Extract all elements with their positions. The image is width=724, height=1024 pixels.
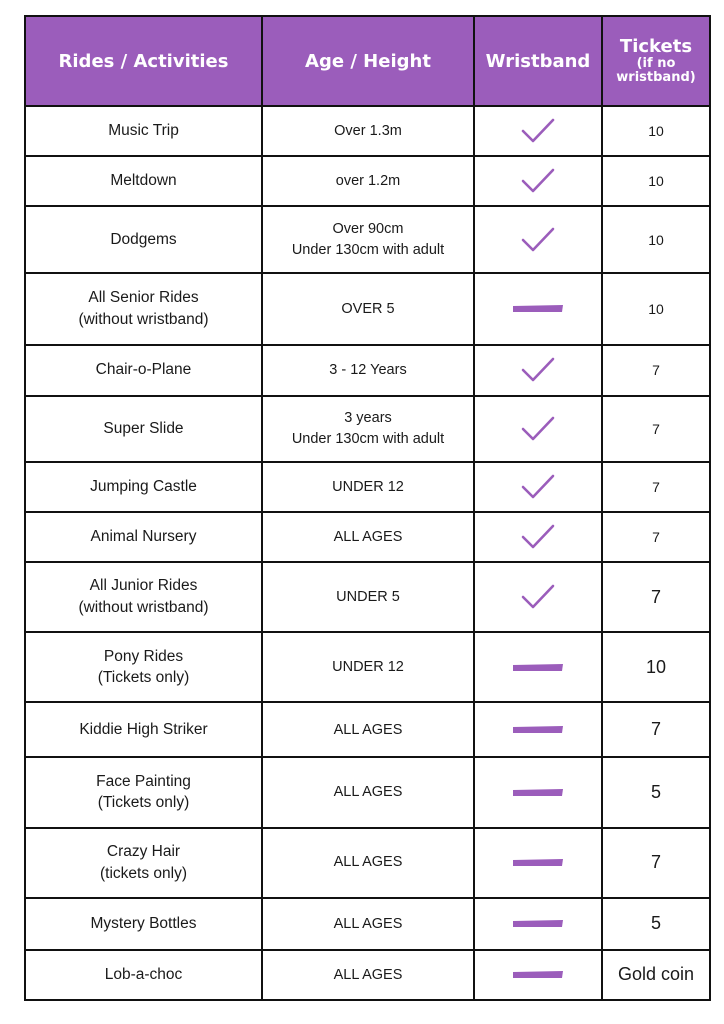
tickets-cell: 7 [602,828,710,898]
activity-name: Chair-o-Plane [95,361,192,379]
header-tickets-label: Tickets [619,35,693,57]
activity-name: Super Slide [103,419,184,437]
activity-cell [25,512,262,562]
activity-cell [25,206,262,273]
activity-cell [25,828,262,898]
wristband-cell [474,828,602,898]
table-row [25,273,710,344]
age-cell [262,156,474,206]
table-row [25,562,710,632]
activity-name: Dodgems [110,230,177,248]
activity-name: (without wristband) [78,599,209,617]
header-wristband: Wristband [474,16,602,106]
wristband-cell [474,632,602,702]
activity-cell [25,345,262,396]
wristband-cell [474,462,602,512]
activity-name: Meltdown [110,172,177,190]
activity-cell [25,950,262,1000]
age-requirement: 3 - 12 Years [329,361,407,378]
header-age: Age / Height [262,16,474,106]
tickets-cell: 10 [602,206,710,273]
age-cell [262,345,474,396]
age-cell [262,512,474,562]
activity-name: Animal Nursery [90,528,197,546]
activity-name: Mystery Bottles [90,914,197,932]
wristband-cell [474,757,602,827]
header-tickets-note: (if no wristband) [616,55,696,85]
check-icon [520,523,556,551]
age-cell [262,632,474,702]
table-row [25,512,710,562]
tickets-cell: 10 [602,156,710,206]
wristband-cell [474,206,602,273]
activity-name: Crazy Hair [106,842,181,860]
tickets-cell: 10 [602,632,710,702]
age-cell [262,106,474,156]
tickets-cell: 7 [602,562,710,632]
table-row [25,206,710,273]
dash-icon [512,663,564,673]
activity-cell [25,396,262,462]
wristband-cell [474,106,602,156]
wristband-cell [474,396,602,462]
table-row [25,898,710,950]
check-icon [520,415,556,443]
age-requirement: UNDER 12 [332,659,404,676]
age-cell [262,702,474,757]
activity-cell [25,702,262,757]
tickets-cell: 10 [602,273,710,344]
age-requirement: ALL AGES [333,966,403,983]
table-row [25,156,710,206]
age-cell [262,950,474,1000]
table-row [25,632,710,702]
wristband-cell [474,512,602,562]
check-icon [520,117,556,145]
age-cell [262,757,474,827]
table-row [25,828,710,898]
check-icon [520,473,556,501]
check-icon [520,226,556,254]
dash-icon [512,725,564,735]
age-requirement: Under 130cm with adult [291,430,445,447]
check-icon [520,583,556,611]
age-cell [262,898,474,950]
tickets-cell: 7 [602,345,710,396]
age-cell [262,273,474,344]
age-requirement: ALL AGES [333,528,403,545]
age-requirement: over 1.2m [335,173,401,190]
tickets-cell: 7 [602,702,710,757]
dash-icon [512,858,564,868]
activity-name: All Junior Rides [89,577,198,595]
age-requirement: ALL AGES [333,784,403,801]
activity-name: (Tickets only) [97,669,190,687]
wristband-cell [474,950,602,1000]
table-row [25,345,710,396]
age-cell [262,828,474,898]
wristband-cell [474,345,602,396]
tickets-cell: 5 [602,757,710,827]
header-tickets [602,16,710,106]
check-icon [520,356,556,384]
age-cell [262,396,474,462]
table-row [25,462,710,512]
activity-name: Pony Rides [103,647,184,665]
activity-name: Lob-a-choc [104,966,183,984]
rides-table [24,15,711,1001]
age-requirement: UNDER 12 [332,478,404,495]
activity-name: (tickets only) [100,864,187,882]
table-row [25,950,710,1000]
wristband-cell [474,702,602,757]
activity-cell [25,757,262,827]
age-cell [262,562,474,632]
age-requirement: Under 130cm with adult [291,241,445,258]
tickets-cell: 5 [602,898,710,950]
header-row [25,16,710,106]
activity-name: Face Painting [96,772,191,790]
table-row [25,106,710,156]
activity-cell [25,156,262,206]
activity-name: Jumping Castle [90,477,197,495]
wristband-cell [474,156,602,206]
dash-icon [512,304,564,314]
age-requirement: UNDER 5 [336,588,400,605]
activity-name: Music Trip [108,122,179,140]
tickets-cell: 7 [602,462,710,512]
activity-cell [25,106,262,156]
wristband-cell [474,562,602,632]
activity-name: (Tickets only) [97,794,190,812]
activity-name: All Senior Rides [88,289,199,307]
tickets-cell: Gold coin [602,950,710,1000]
age-requirement: ALL AGES [333,854,403,871]
wristband-cell [474,898,602,950]
age-requirement: OVER 5 [341,300,395,317]
table-row [25,757,710,827]
age-cell [262,462,474,512]
check-icon [520,167,556,195]
age-requirement: Over 1.3m [334,122,402,139]
dash-icon [512,788,564,798]
header-activity: Rides / Activities [25,16,262,106]
age-requirement: ALL AGES [333,915,403,932]
dash-icon [512,919,564,929]
age-requirement: ALL AGES [333,721,403,738]
activity-name: (without wristband) [78,310,209,328]
activity-cell [25,898,262,950]
age-requirement: Over 90cm [332,221,404,238]
tickets-cell: 10 [602,106,710,156]
table-row [25,396,710,462]
activity-cell [25,562,262,632]
activity-cell [25,273,262,344]
activity-name: Kiddie High Striker [79,721,208,738]
age-cell [262,206,474,273]
tickets-cell: 7 [602,512,710,562]
dash-icon [512,970,564,980]
activity-cell [25,462,262,512]
activity-cell [25,632,262,702]
table-row [25,702,710,757]
age-requirement: 3 years [344,410,392,427]
wristband-cell [474,273,602,344]
tickets-cell: 7 [602,396,710,462]
